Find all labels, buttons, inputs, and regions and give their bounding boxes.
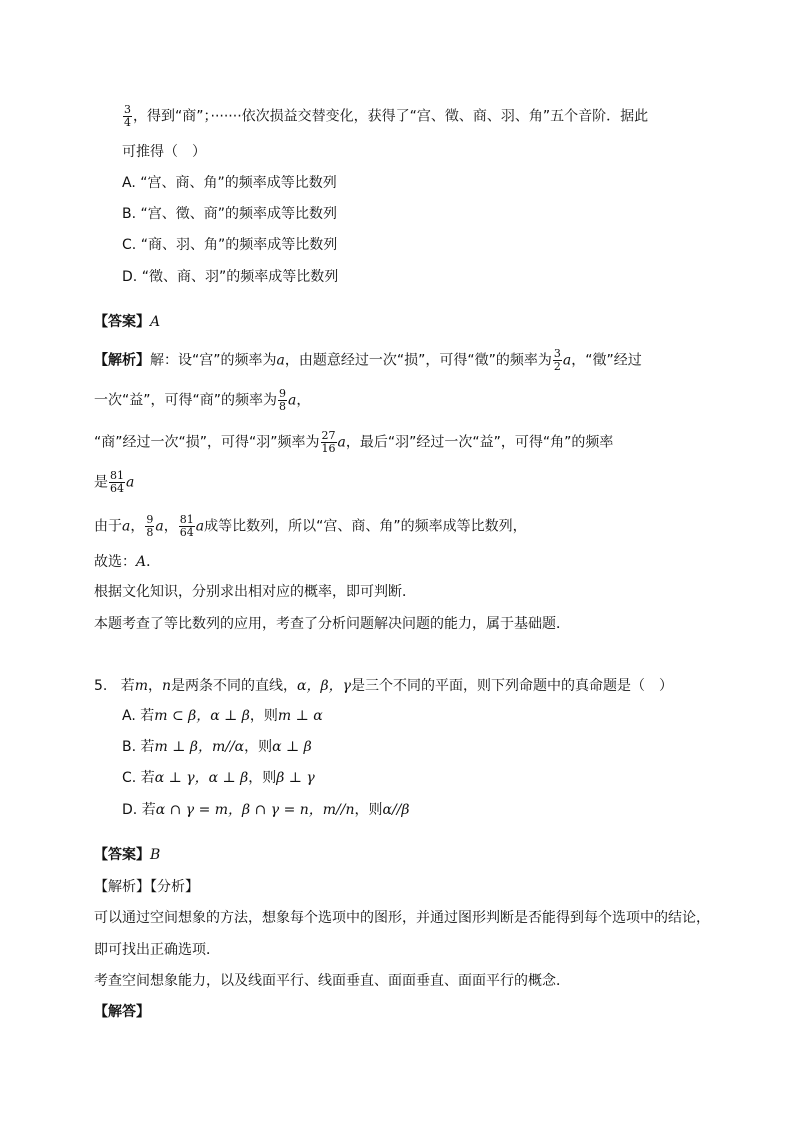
q5-analysis-label: 【解析】【分析】 xyxy=(94,879,199,895)
q5-option-b: B. 若m ⊥ β，m//α，则α ⊥ β xyxy=(122,739,312,755)
q4-analysis-line-2: 一次“益”，可得“商”的频率为 $\frac{9}{8}$ a， xyxy=(94,387,311,413)
q5-option-c: C. 若α ⊥ γ，α ⊥ β，则β ⊥ γ xyxy=(122,770,315,786)
q5-solve-label: 【解答】 xyxy=(94,1004,150,1020)
q4-answer: 【答案】A xyxy=(94,314,161,330)
q4-intro-line xyxy=(122,104,648,129)
q4-intro-text: ，得到“商”；·······依次损益交替变化，获得了“宫、徵、商、羽、角”五个音阶．据此 xyxy=(133,108,649,125)
fraction-three-quarters: $\frac{3}{4}$ xyxy=(124,103,131,129)
q4-analysis-line-7: 根据文化知识，分别求出相对应的概率，即可判断． xyxy=(94,584,416,600)
q4-intro-text-2: 可推得（ ） xyxy=(122,144,206,160)
q4-analysis-line-3: “商”经过一次“损”，可得“羽”频率为 $\frac{27}{16}$ a，最后“羽”经过一次“益”，可得“角”的频率 xyxy=(94,429,614,455)
q4-option-b: B. “宫、徵、商”的频率成等比数列 xyxy=(122,206,338,222)
q4-analysis-line-6: 故选：A． xyxy=(94,554,161,570)
q5-analysis-line-2: 即可找出正确选项． xyxy=(94,942,220,958)
q5-analysis-line-1: 可以通过空间想象的方法，想象每个选项中的图形，并通过图形判断是否能得到每个选项中的结论， xyxy=(94,910,710,926)
q5-analysis-line-3: 考查空间想象能力，以及线面平行、线面垂直、面面垂直、面面平行的概念． xyxy=(94,973,570,989)
q4-analysis-line-8: 本题考查了等比数列的应用，考查了分析问题解决问题的能力，属于基础题． xyxy=(94,616,570,632)
q4-option-c: C. “商、羽、角”的频率成等比数列 xyxy=(122,237,338,253)
q5-answer: 【答案】B xyxy=(94,847,161,863)
q5-option-d: D. 若α ∩ γ = m，β ∩ γ = n，m//n，则α//β xyxy=(122,802,410,818)
q5-option-a: A. 若m ⊂ β，α ⊥ β，则m ⊥ α xyxy=(122,708,323,724)
question-number: 5. xyxy=(94,678,108,694)
q5-stem: 5. 若m，n是两条不同的直线，α，β，γ是三个不同的平面，则下列命题中的真命题是（ ） xyxy=(94,678,673,694)
q4-analysis-line-1: 【解析】解：设“宫”的频率为a，由题意经过一次“损”，可得“徵”的频率为 $\frac{3}{2}$ a，“徵”经过 xyxy=(94,347,642,373)
q4-option-d: D. “徵、商、羽”的频率成等比数列 xyxy=(122,269,339,285)
q4-option-a: A. “宫、商、角”的频率成等比数列 xyxy=(122,175,337,191)
q4-analysis-line-4: 是 $\frac{81}{64}$ a xyxy=(94,469,135,495)
q4-analysis-line-5: 由于a， $\frac{9}{8}$ a， $\frac{81}{64}$ a成等比数列，所以“宫、商、角”的频率成等比数列， xyxy=(94,513,527,539)
